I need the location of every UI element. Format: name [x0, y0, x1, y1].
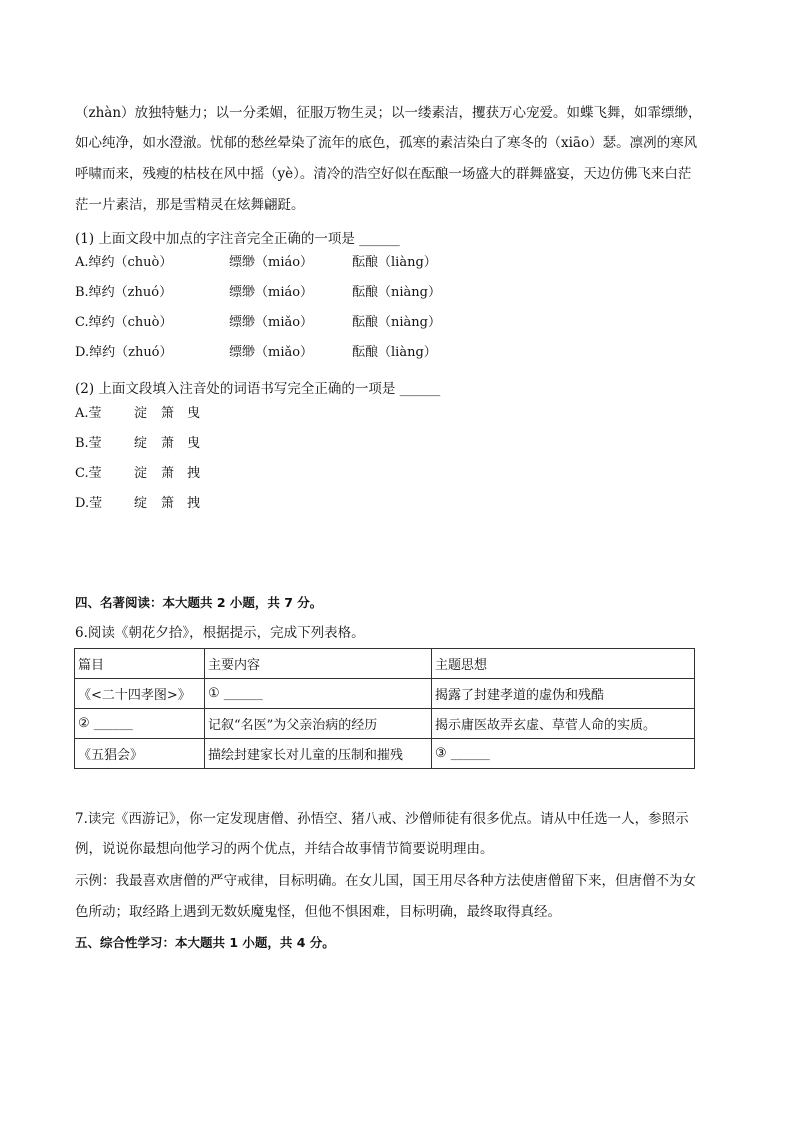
q2-option-a-word1: A.莹: [75, 406, 102, 421]
q1-option-c-col3: 酝酿（niàng）: [352, 315, 441, 330]
q1-option-c-col1: C.绰约（chuò）: [75, 315, 173, 330]
q1-option-a-col1: A.绰约（chuò）: [75, 255, 173, 270]
table-row: [75, 709, 695, 739]
question-7-line-1: 7.读完《西游记》，你一定发现唐僧、孙悟空、猪八戒、沙僧师徒有很多优点。请从中任选一人，参照示: [75, 811, 689, 827]
table-cell: 揭示庸医故弄玄虚、草菅人命的实质。: [432, 709, 695, 739]
table-cell: 《<二十四孝图>》: [75, 679, 205, 709]
table-cell: 《五猖会》: [75, 739, 205, 769]
table-cell: 描绘封建家长对儿童的压制和摧残: [205, 739, 432, 769]
table-cell: 揭露了封建孝道的虚伪和残酷: [432, 679, 695, 709]
q1-option-d-col3: 酝酿（liàng）: [352, 345, 437, 360]
table-header-cell: 主要内容: [205, 649, 432, 679]
q2-option-b-word1: B.莹: [75, 436, 102, 451]
section-5-heading: 五、综合性学习：本大题共 1 小题，共 4 分。: [75, 935, 335, 950]
q2-option-c-word1: C.莹: [75, 466, 102, 481]
table-cell: ① ______: [205, 679, 432, 709]
q1-option-c-col2: 缥缈（miǎo）: [229, 315, 314, 330]
table-cell: ② ______: [75, 709, 205, 739]
question-7-example-line-2: 色所动；取经路上遇到无数妖魔鬼怪，但他不惧困难，目标明确，最终取得真经。: [75, 904, 561, 920]
question-2-stem: (2) 上面文段填入注音处的词语书写完全正确的一项是 ______: [75, 381, 441, 397]
q2-option-b-word2: 绽: [134, 436, 148, 451]
q1-option-b-col3: 酝酿（niàng）: [352, 285, 441, 300]
table-row: [75, 739, 695, 769]
table-row: [75, 679, 695, 709]
q1-option-d-col2: 缥缈（miǎo）: [229, 345, 314, 360]
q2-option-d-word2: 绽: [134, 496, 148, 511]
passage-line-2: 如心纯净，如水澄澈。忧郁的愁丝晕染了流年的底色，孤寒的素洁染白了寒冬的（xiāo）瑟。凛冽的寒风: [75, 135, 698, 151]
passage-line-1: （zhàn）放独特魅力；以一分柔媚，征服万物生灵；以一缕素洁，攫获万心宠爱。如蝶飞舞，如霏缥缈，: [75, 105, 702, 121]
passage-line-3: 呼啸而来，残瘦的枯枝在风中摇（yè）。清冷的浩空好似在酝酿一场盛大的群舞盛宴，天边仿佛飞来白茫: [75, 166, 692, 182]
q1-option-a-col3: 酝酿（liàng）: [352, 255, 437, 270]
table-cell: ③ ______: [432, 739, 695, 769]
q2-option-c-word3: 萧: [161, 466, 175, 481]
q2-option-d-word3: 箫: [161, 496, 175, 511]
q2-option-d-word4: 拽: [187, 496, 201, 511]
q1-option-a-col2: 缥缈（miáo）: [229, 255, 314, 270]
table-cell: 记叙“名医”为父亲治病的经历: [205, 709, 432, 739]
q2-option-a-word3: 箫: [161, 406, 175, 421]
question-7-example-line-1: 示例：我最喜欢唐僧的严守戒律，目标明确。在女儿国，国王用尽各种方法使唐僧留下来，但唐僧不为女: [75, 873, 696, 889]
q2-option-c-word2: 淀: [134, 466, 148, 481]
q2-option-d-word1: D.莹: [75, 496, 103, 511]
q1-option-b-col2: 缥缈（miáo）: [229, 285, 314, 300]
q2-option-b-word4: 曳: [187, 436, 201, 451]
section-4-heading: 四、名著阅读：本大题共 2 小题，共 7 分。: [75, 595, 323, 610]
question-6-stem: 6.阅读《朝花夕拾》，根据提示，完成下列表格。: [75, 625, 365, 641]
passage-line-4: 茫一片素洁，那是雪精灵在炫舞翩跹。: [75, 197, 305, 213]
table-header-cell: 主题思想: [432, 649, 695, 679]
question-1-stem: (1) 上面文段中加点的字注音完全正确的一项是 ______: [75, 231, 400, 247]
q6-table: [74, 648, 695, 769]
q2-option-b-word3: 萧: [161, 436, 175, 451]
table-header-row: [75, 649, 695, 679]
q2-option-a-word2: 淀: [134, 406, 148, 421]
question-7-line-2: 例，说说你最想向他学习的两个优点，并结合故事情节简要说明理由。: [75, 841, 494, 857]
q1-option-b-col1: B.绰约（zhuó）: [75, 285, 173, 300]
q1-option-d-col1: D.绰约（zhuó）: [75, 345, 173, 360]
table-header-cell: 篇目: [75, 649, 205, 679]
q2-option-a-word4: 曳: [187, 406, 201, 421]
q2-option-c-word4: 拽: [187, 466, 201, 481]
